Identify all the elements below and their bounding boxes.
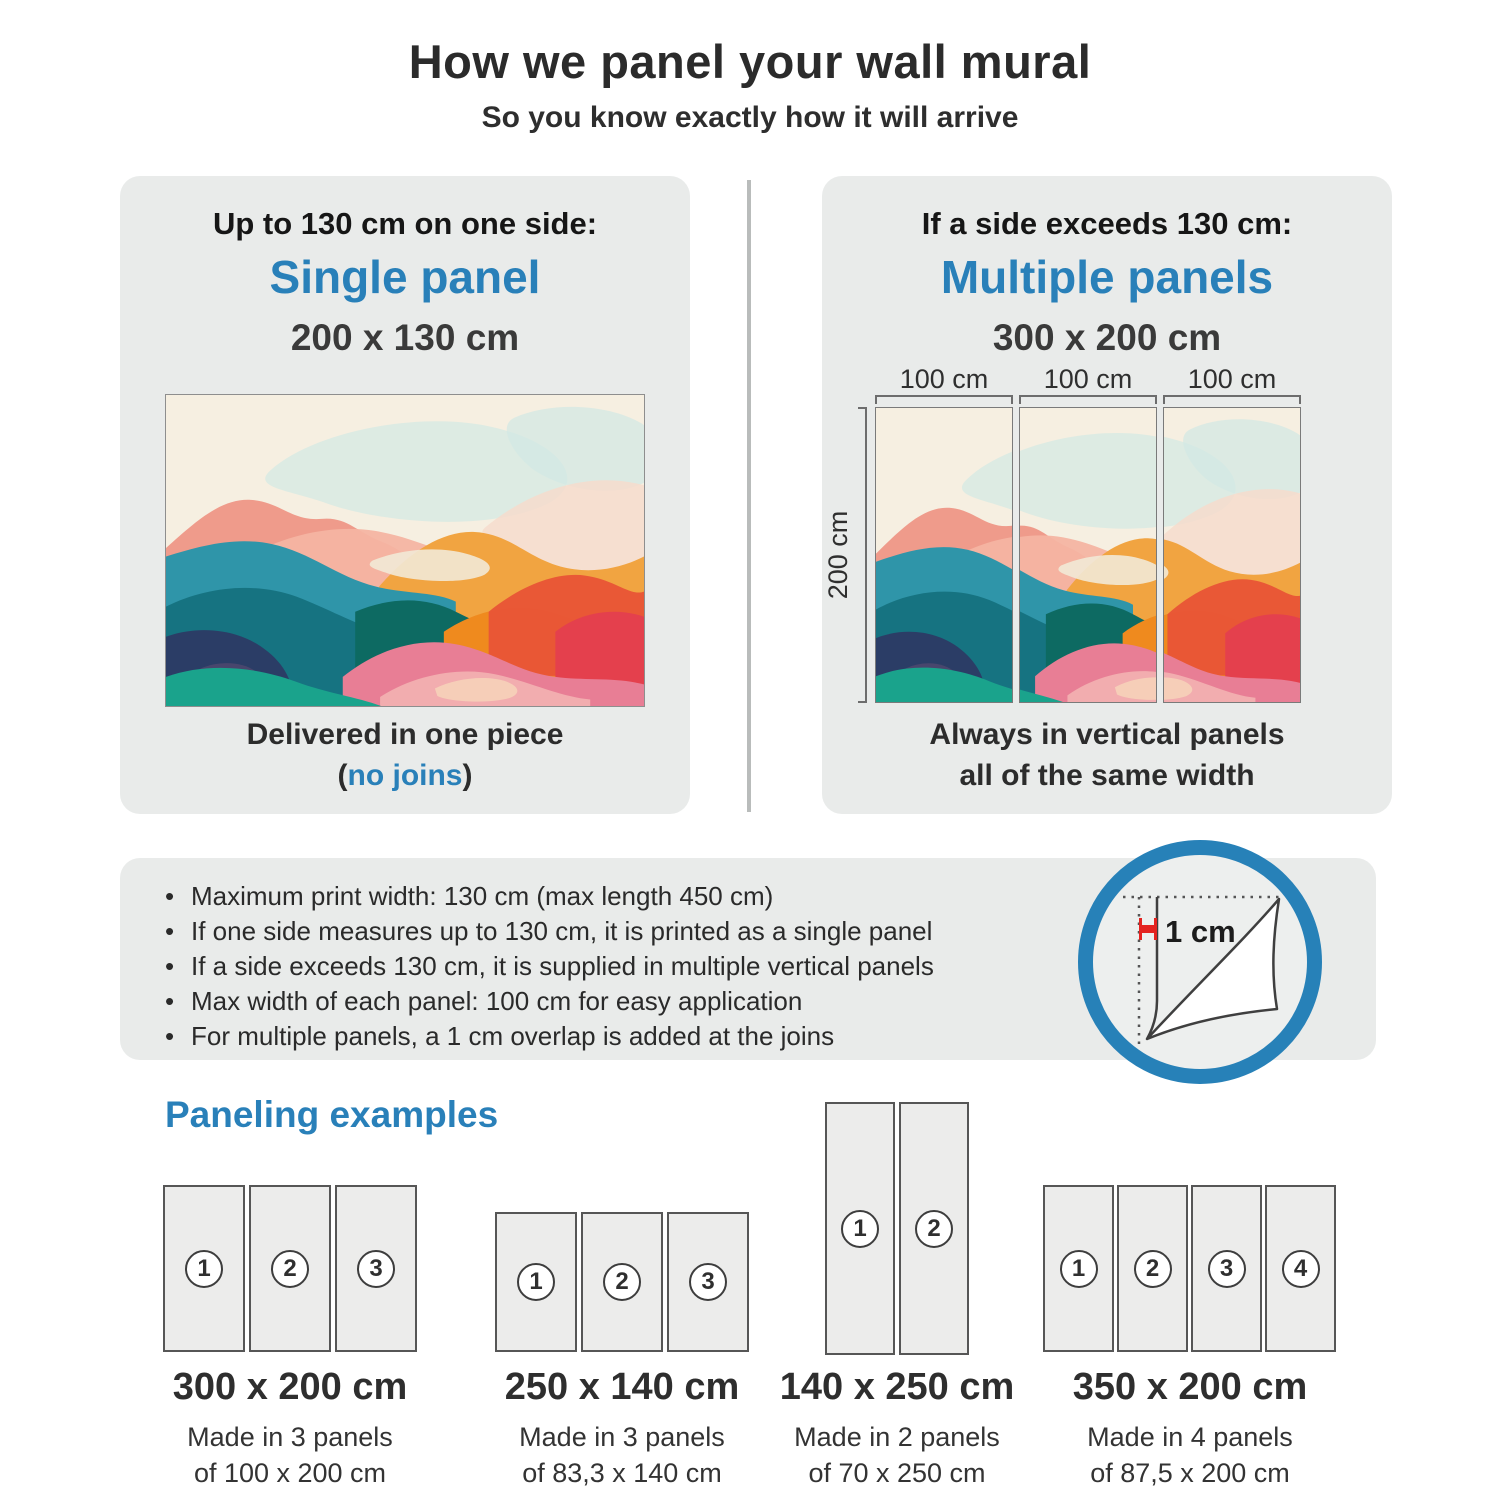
panel-number-badge: 4 <box>1282 1250 1320 1288</box>
example-panel <box>1265 1185 1336 1352</box>
mural-panels-row <box>875 407 1301 703</box>
example-panel <box>581 1212 663 1352</box>
overlap-label: 1 cm <box>1165 914 1236 949</box>
example-made-line: Made in 3 panels <box>187 1422 393 1452</box>
single-card-delivery-note <box>120 714 690 796</box>
page-title: How we panel your wall mural <box>408 35 1092 88</box>
delivery-note-paren-close: ) <box>462 759 473 792</box>
width-dimension-label: 100 cm <box>899 364 989 394</box>
example-made-label <box>1010 1419 1370 1491</box>
page-subtitle: So you know exactly how it will arrive <box>481 101 1019 134</box>
watercolor-mural <box>876 408 1013 703</box>
page-curl-graphic <box>1093 855 1307 1069</box>
single-card-condition: Up to 130 cm on one side: <box>212 206 598 241</box>
example-size-label: 350 x 200 cm <box>1072 1366 1308 1408</box>
example-group <box>163 1185 417 1352</box>
example-panel <box>163 1185 245 1352</box>
example-group <box>825 1102 969 1355</box>
example-panel <box>249 1185 331 1352</box>
multi-card-delivery-note <box>822 714 1392 796</box>
multiple-panels-card <box>822 176 1392 814</box>
delivery-note-paren-open: ( <box>337 759 348 792</box>
example-panel <box>1043 1185 1114 1352</box>
multi-panel-diagram <box>823 364 1301 703</box>
example-caption <box>1010 1366 1370 1491</box>
example-of-line: of 87,5 x 200 cm <box>1090 1458 1290 1488</box>
mural-image-single <box>165 394 645 707</box>
panel-number-badge: 1 <box>185 1250 223 1288</box>
example-made-line: Made in 3 panels <box>519 1422 725 1452</box>
width-dimension-label: 100 cm <box>1187 364 1277 394</box>
watercolor-mural <box>1019 408 1157 703</box>
mural-panel-slice <box>875 407 1013 703</box>
example-of-line: of 83,3 x 140 cm <box>522 1458 722 1488</box>
delivery-note-highlight: no joins <box>347 759 463 792</box>
example-panel <box>495 1212 577 1352</box>
multi-card-type-label: Multiple panels <box>940 251 1274 303</box>
info-bullet: • For multiple panels, a 1 cm overlap is added at the joins <box>165 1019 1376 1054</box>
example-panel <box>1117 1185 1188 1352</box>
height-dimension-label: 200 cm <box>823 510 853 600</box>
width-dimension-labels <box>875 365 1301 393</box>
example-panel <box>825 1102 895 1355</box>
info-bullet: • If one side measures up to 130 cm, it is printed as a single panel <box>165 914 1376 949</box>
example-size-label: 140 x 250 cm <box>779 1366 1015 1408</box>
delivery-note-line1: Delivered in one piece <box>246 718 564 751</box>
panel-number-badge: 1 <box>1060 1250 1098 1288</box>
cards-divider <box>747 180 751 812</box>
info-bullet: • Maximum print width: 130 cm (max length 450 cm) <box>165 879 1376 914</box>
panel-number-badge: 2 <box>603 1263 641 1301</box>
example-made-line: Made in 2 panels <box>794 1422 1000 1452</box>
width-dimension-bracket <box>1019 395 1157 404</box>
info-bullet: • If a side exceeds 130 cm, it is supplied in multiple vertical panels <box>165 949 1376 984</box>
panel-number-badge: 3 <box>689 1263 727 1301</box>
example-group <box>495 1212 749 1352</box>
panel-number-badge: 2 <box>915 1210 953 1248</box>
width-dimension-bracket <box>875 395 1013 404</box>
example-size-label: 250 x 140 cm <box>504 1366 740 1408</box>
width-dimension-label: 100 cm <box>1043 364 1133 394</box>
panel-number-badge: 3 <box>1208 1250 1246 1288</box>
example-panel <box>667 1212 749 1352</box>
example-of-line: of 70 x 250 cm <box>808 1458 986 1488</box>
example-size-label: 300 x 200 cm <box>172 1366 408 1408</box>
panel-number-badge: 1 <box>841 1210 879 1248</box>
example-caption <box>110 1366 470 1491</box>
multi-note-line1: Always in vertical panels <box>929 718 1285 751</box>
mural-panel-slice <box>1163 407 1301 703</box>
height-dimension-bracket <box>858 407 867 703</box>
example-made-line: Made in 4 panels <box>1087 1422 1293 1452</box>
example-panel <box>335 1185 417 1352</box>
example-panel <box>1191 1185 1262 1352</box>
mural-panel-slice <box>1019 407 1157 703</box>
multi-card-condition: If a side exceeds 130 cm: <box>921 206 1293 241</box>
single-card-type-label: Single panel <box>269 251 541 303</box>
info-bullet: • Max width of each panel: 100 cm for easy application <box>165 984 1376 1019</box>
watercolor-mural <box>1163 408 1301 703</box>
paneling-examples-heading: Paneling examples <box>165 1094 499 1135</box>
example-made-label <box>110 1419 470 1491</box>
panel-number-badge: 2 <box>271 1250 309 1288</box>
width-dimension-brackets <box>875 393 1301 407</box>
watercolor-mural <box>166 395 644 706</box>
overlap-marker <box>1139 918 1157 940</box>
multi-card-size-label: 300 x 200 cm <box>992 317 1222 358</box>
multi-note-line2: all of the same width <box>959 759 1255 792</box>
panel-number-badge: 3 <box>357 1250 395 1288</box>
panel-number-badge: 1 <box>517 1263 555 1301</box>
overlap-page-curl-icon <box>1078 840 1322 1084</box>
single-card-size-label: 200 x 130 cm <box>290 317 520 358</box>
width-dimension-bracket <box>1163 395 1301 404</box>
single-panel-card <box>120 176 690 814</box>
panel-number-badge: 2 <box>1134 1250 1172 1288</box>
example-of-line: of 100 x 200 cm <box>193 1458 387 1488</box>
example-group <box>1043 1185 1336 1352</box>
example-panel <box>899 1102 969 1355</box>
